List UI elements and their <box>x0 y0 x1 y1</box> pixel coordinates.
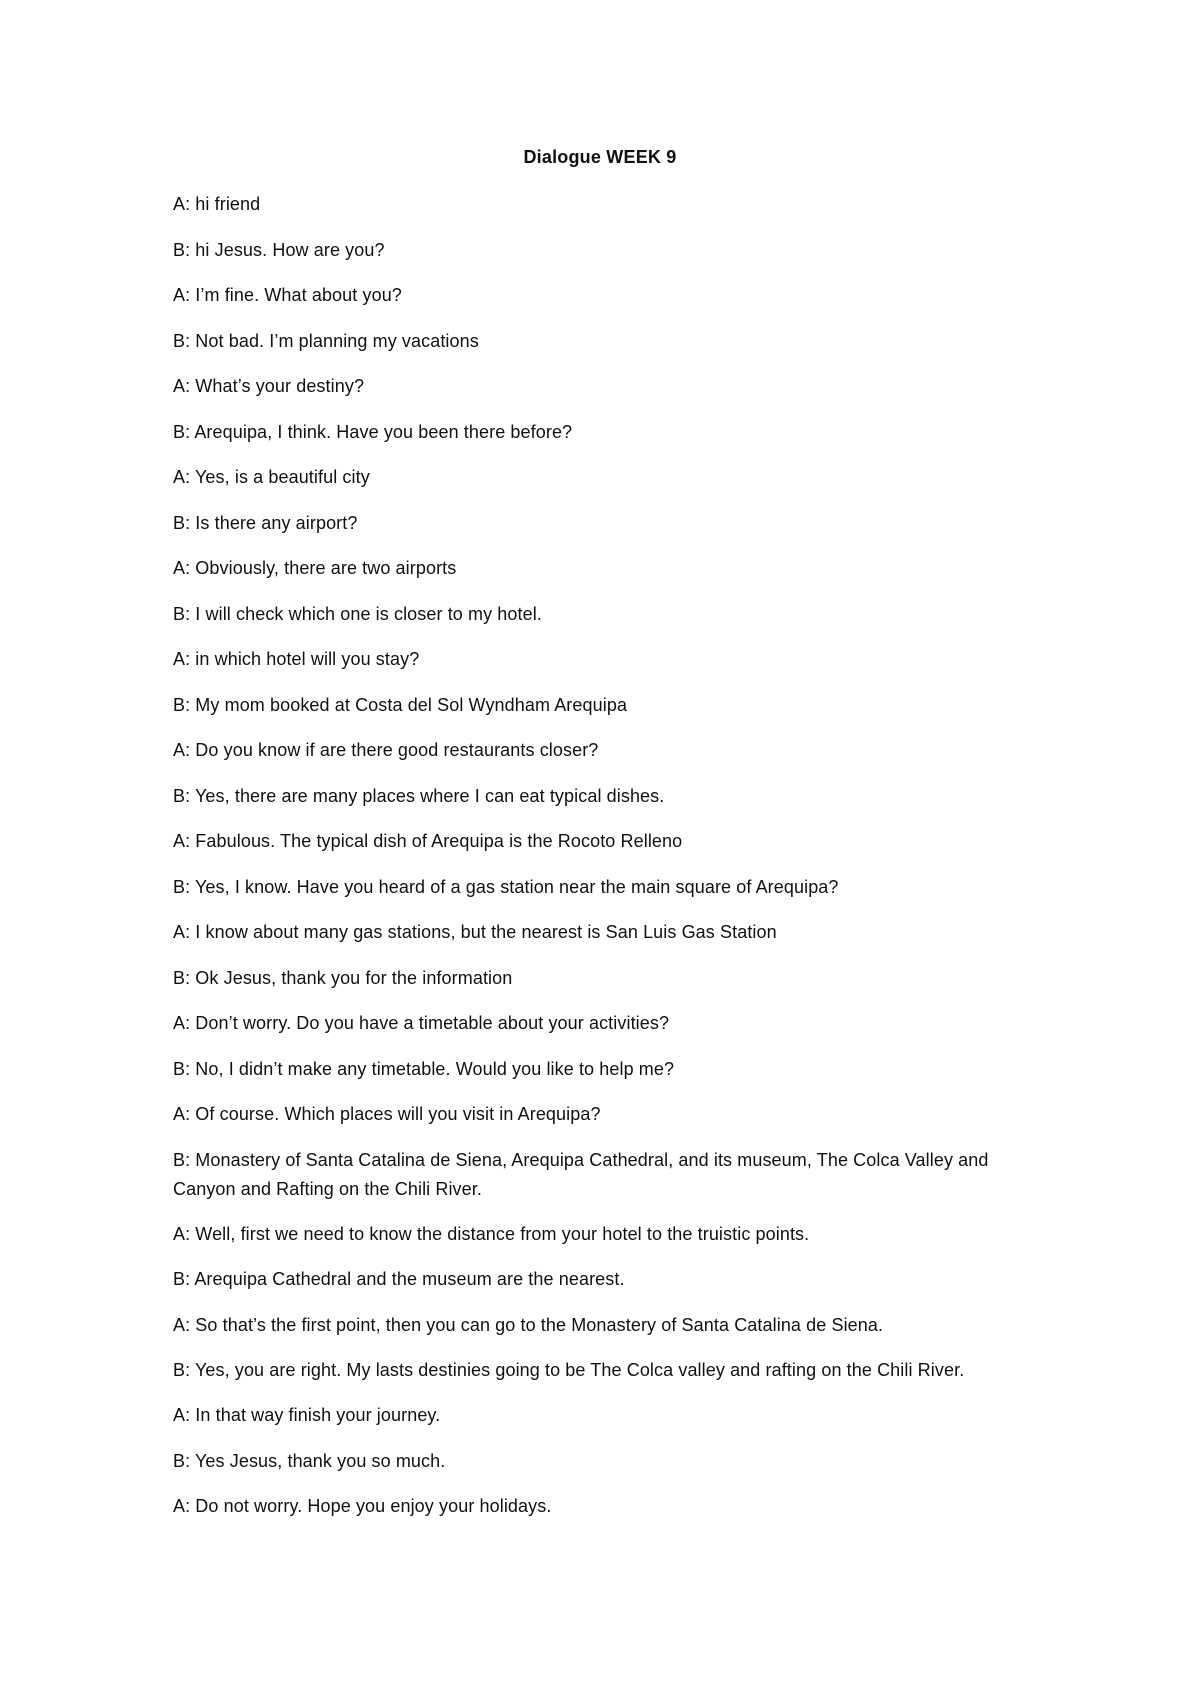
dialogue-line: A: hi friend <box>173 194 261 214</box>
dialogue-line: B: Arequipa Cathedral and the museum are the nearest. <box>173 1269 625 1289</box>
dialogue-line: B: Yes, there are many places where I can eat typical dishes. <box>173 785 665 806</box>
dialogue-line: A: Well, first we need to know the distance from your hotel to the truistic points. <box>173 1223 810 1244</box>
dialogue-body <box>173 190 1043 1538</box>
dialogue-line: A: What’s your destiny? <box>173 376 365 396</box>
dialogue-line: B: Is there any airport? <box>173 512 358 533</box>
dialogue-line: A: Yes, is a beautiful city <box>173 467 370 487</box>
dialogue-line: B: Not bad. I’m planning my vacations <box>173 330 479 351</box>
dialogue-line: A: Obviously, there are two airports <box>173 558 457 578</box>
dialogue-line: B: Yes Jesus, thank you so much. <box>173 1450 446 1471</box>
dialogue-line: A: I’m fine. What about you? <box>173 285 402 305</box>
document-title: Dialogue WEEK 9 <box>523 147 677 167</box>
dialogue-line: A: Do you know if are there good restaurants closer? <box>173 740 599 760</box>
dialogue-line: A: Don’t worry. Do you have a timetable about your activities? <box>173 1013 670 1033</box>
dialogue-line: A: So that’s the first point, then you can go to the Monastery of Santa Catalina de Siena. <box>173 1314 884 1335</box>
dialogue-line: B: I will check which one is closer to my hotel. <box>173 603 542 624</box>
dialogue-line: A: Of course. Which places will you visit in Arequipa? <box>173 1104 601 1124</box>
dialogue-line: B: Monastery of Santa Catalina de Siena, Arequipa Cathedral, and its museum, The Colca Valley and Canyon and Rafting on the Chili River. <box>173 1149 989 1199</box>
dialogue-line: B: No, I didn’t make any timetable. Would you like to help me? <box>173 1058 675 1079</box>
dialogue-line: A: I know about many gas stations, but the nearest is San Luis Gas Station <box>173 922 777 942</box>
dialogue-line: A: Do not worry. Hope you enjoy your holidays. <box>173 1496 552 1516</box>
dialogue-line: B: hi Jesus. How are you? <box>173 239 385 260</box>
dialogue-line: A: in which hotel will you stay? <box>173 649 420 669</box>
dialogue-line: B: Yes, I know. Have you heard of a gas station near the main square of Arequipa? <box>173 876 839 897</box>
dialogue-line: A: In that way finish your journey. <box>173 1405 441 1425</box>
dialogue-line: B: Arequipa, I think. Have you been there before? <box>173 421 573 442</box>
dialogue-line: B: Yes, you are right. My lasts destinies going to be The Colca valley and rafting on the Chili River. <box>173 1360 965 1380</box>
dialogue-line: B: Ok Jesus, thank you for the information <box>173 967 513 988</box>
dialogue-line: A: Fabulous. The typical dish of Arequipa is the Rocoto Relleno <box>173 831 683 851</box>
dialogue-line: B: My mom booked at Costa del Sol Wyndham Arequipa <box>173 694 628 715</box>
